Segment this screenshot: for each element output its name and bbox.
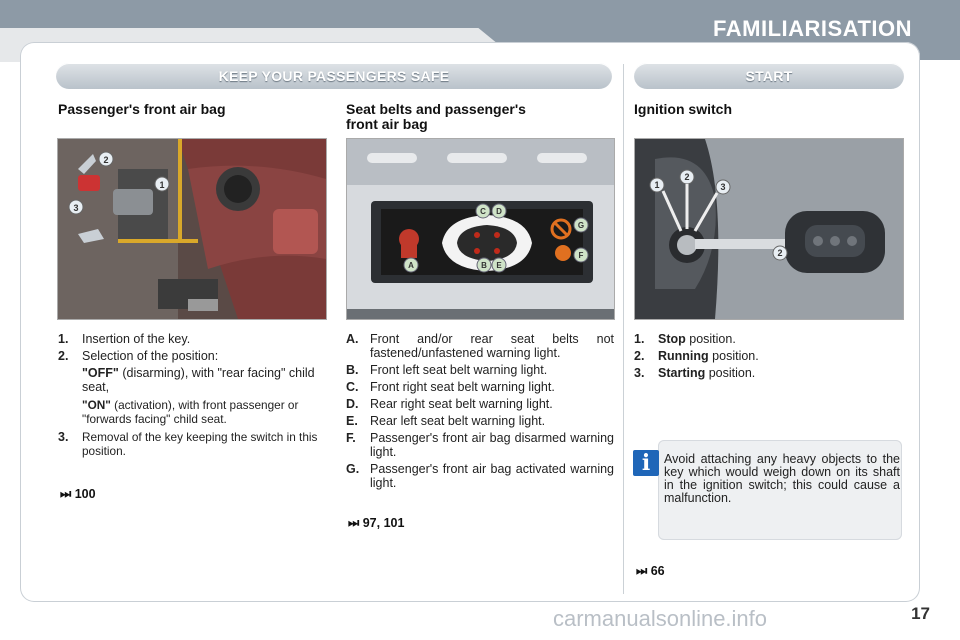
list-item: 2. Selection of the position: [58, 349, 219, 363]
info-text: Avoid attaching any heavy objects to the key which would weigh down on its shaft in the ignition switch; this could cause a malfunction. [664, 452, 900, 505]
page-reference-link[interactable]: ⏭ 66 [636, 564, 665, 578]
ignition-key-photo [634, 138, 904, 320]
page-section-title: FAMILIARISATION [713, 16, 912, 41]
col3-list [634, 332, 902, 383]
panel-label-g: G [577, 221, 585, 230]
list-item: A. Front and/or rear seat belts not fastened/unfastened warning light. [346, 332, 614, 360]
panel-label-b: B [481, 261, 487, 270]
column-divider [623, 64, 624, 594]
ignition-label-1: 1 [654, 180, 660, 190]
list-item: F. Passenger's front air bag disarmed warning light. [346, 431, 614, 459]
on-position-text: "ON" (activation), with front passenger or "forwards facing" child seat. [82, 398, 299, 426]
list-item: 2. Running position. [634, 349, 759, 363]
col1-title: Passenger's front air bag [58, 101, 226, 117]
photo1-label-1: 1 [159, 180, 165, 190]
warning-panel-photo [346, 138, 615, 320]
col2-title: Seat belts and passenger's front air bag [346, 101, 526, 132]
list-item: E. Rear left seat belt warning light. [346, 414, 546, 428]
list-item: 3. Removal of the key keeping the switch in this position. [58, 430, 318, 458]
section-band-start: START [634, 63, 904, 89]
ignition-label-3: 3 [720, 182, 726, 192]
photo1-label-3: 3 [73, 203, 79, 213]
list-item: B. Front left seat belt warning light. [346, 363, 548, 377]
panel-label-d: D [496, 207, 502, 216]
watermark: carmanualsonline.info [553, 606, 768, 631]
list-item: C. Front right seat belt warning light. [346, 380, 555, 394]
panel-label-a: A [408, 261, 414, 270]
col2-list [346, 332, 614, 493]
col1-list [58, 332, 326, 461]
photo1-label-2: 2 [103, 155, 109, 165]
page-reference-link[interactable]: ⏭ 97, 101 [348, 516, 405, 530]
list-item: 1. Insertion of the key. [58, 332, 191, 346]
panel-label-f: F [578, 251, 584, 260]
info-icon: i [633, 450, 659, 476]
list-item: 1. Stop position. [634, 332, 736, 346]
page-reference-link[interactable]: ⏭ 100 [60, 487, 96, 501]
page-number: 17 [911, 604, 930, 623]
panel-label-c: C [480, 207, 486, 216]
panel-label-e: E [496, 261, 502, 270]
airbag-switch-photo [57, 138, 327, 320]
ignition-label-2: 2 [684, 172, 690, 182]
off-position-text: "OFF" (disarming), with "rear facing" child seat, [82, 366, 315, 394]
key-label-2: 2 [777, 248, 783, 258]
list-item: 3. Starting position. [634, 366, 756, 380]
list-item: D. Rear right seat belt warning light. [346, 397, 553, 411]
col3-title: Ignition switch [634, 101, 732, 117]
list-item: G. Passenger's front air bag activated warning light. [346, 462, 614, 490]
section-band-keep-safe: KEEP YOUR PASSENGERS SAFE [56, 63, 612, 89]
